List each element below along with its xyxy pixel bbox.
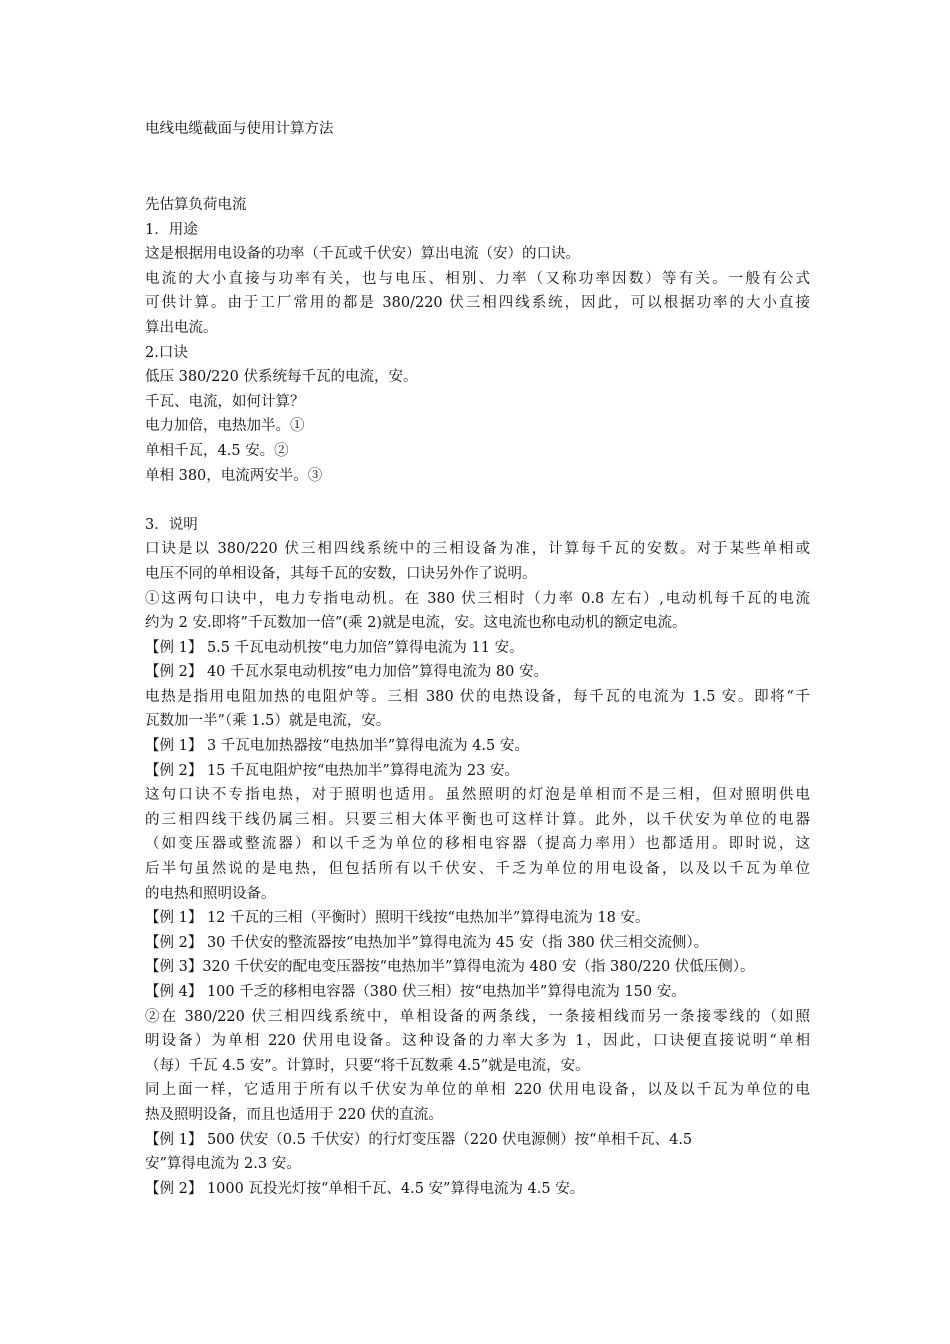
- paragraph-line: 热及照明设备，而且也适用于 220 伏的直流。: [145, 1106, 443, 1123]
- paragraph-line: 瓦数加一半”（乘 1.5）就是电流，安。: [145, 713, 391, 730]
- paragraph-line: （如变压器或整流器）和以千乏为单位的移相电容器（提高力率用）也都适用。即时说，这: [145, 836, 810, 853]
- example-line: 【例 4】 100 千乏的移相电容器（380 伏三相）按“电热加半”算得电流为 150 安。: [145, 984, 686, 1000]
- document-page: [145, 0, 810, 1344]
- example-line: 【例 1】 500 伏安（0.5 千伏安）的行灯变压器（220 伏电源侧）按“单相千瓦、4.5: [145, 1131, 693, 1148]
- example-line: 【例 1】 3 千瓦电加热器按“电热加半”算得电流为 4.5 安。: [145, 738, 529, 755]
- paragraph-line: （每）千瓦 4.5 安”。计算时，只要“将千瓦数乘 4.5”就是电流，安。: [145, 1057, 590, 1074]
- paragraph-line: 可供计算。由于工厂常用的都是 380/220 伏三相四线系统，因此，可以根据功率的大小直接: [145, 295, 810, 312]
- paragraph-line: 的电热和照明设备。: [145, 885, 276, 902]
- example-line: 【例 1】 5.5 千瓦电动机按“电力加倍”算得电流为 11 安。: [145, 639, 524, 656]
- subsection-heading: 2.口诀: [145, 344, 188, 361]
- subsection-heading: 3．说明: [145, 516, 198, 533]
- paragraph-line: 后半句虽然说的是电热，但包括所有以千伏安、千乏为单位的用电设备，以及以千瓦为单位: [145, 861, 810, 878]
- paragraph-line: 电流的大小直接与功率有关，也与电压、相别、力率（又称功率因数）等有关。一般有公式: [145, 270, 810, 287]
- formula-line: 低压 380/220 伏系统每千瓦的电流，安。: [145, 369, 418, 386]
- example-line: 【例 1】 12 千瓦的三相（平衡时）照明干线按“电热加半”算得电流为 18 安。: [145, 910, 650, 927]
- paragraph-line: 这句口诀不专指电热，对于照明也适用。虽然照明的灯泡是单相而不是三相，但对照明供电: [145, 787, 810, 804]
- section-heading: 先估算负荷电流: [145, 197, 247, 213]
- example-line: 安”算得电流为 2.3 安。: [145, 1156, 301, 1173]
- paragraph-line: 算出电流。: [145, 319, 218, 336]
- paragraph-line: 约为 2 安.即将”千瓦数加一倍”(乘 2)就是电流，安。这电流也称电动机的额定电流。: [145, 615, 687, 632]
- example-line: 【例 2】 30 千伏安的整流器按“电热加半”算得电流为 45 安（指 380 伏三相交流侧）。: [145, 934, 709, 951]
- paragraph-line: 电热是指用电阻加热的电阻炉等。三相 380 伏的电热设备，每千瓦的电流为 1.5 安。即将“千: [145, 688, 810, 705]
- formula-line: 千瓦、电流，如何计算？: [145, 393, 305, 410]
- paragraph-line: ②在 380/220 伏三相四线系统中，单相设备的两条线，一条接相线而另一条接零线的（如照: [145, 1008, 810, 1025]
- example-line: 【例 2】 40 千瓦水泵电动机按“电力加倍”算得电流为 80 安。: [145, 664, 548, 681]
- paragraph-line: 同上面一样，它适用于所有以千伏安为单位的单相 220 伏用电设备，以及以千瓦为单位的电: [145, 1082, 810, 1099]
- paragraph-line: 这是根据用电设备的功率（千瓦或千伏安）算出电流（安）的口诀。: [145, 246, 580, 263]
- paragraph-line: 的三相四线干线仍属三相。只要三相大体平衡也可这样计算。此外，以千伏安为单位的电器: [145, 811, 810, 828]
- example-line: 【例 2】 1000 瓦投光灯按“单相千瓦、4.5 安”算得电流为 4.5 安。: [145, 1180, 585, 1197]
- blank-line: [145, 488, 810, 513]
- paragraph-line: 明设备）为单相 220 伏用电设备。这种设备的力率大多为 1，因此，口诀便直接说明“单相: [145, 1033, 810, 1050]
- example-line: 【例 2】 15 千瓦电阻炉按“电热加半”算得电流为 23 安。: [145, 762, 519, 779]
- formula-line: 电力加倍，电热加半。①: [145, 418, 305, 435]
- paragraph-line: ①这两句口诀中，电力专指电动机。在 380 伏三相时（力率 0.8 左右）,电动机每千瓦的电流: [145, 590, 810, 607]
- formula-line: 单相千瓦，4.5 安。②: [145, 442, 289, 459]
- formula-line: 单相 380，电流两安半。③: [145, 467, 323, 484]
- subsection-heading: 1．用途: [145, 221, 198, 238]
- document-body: [145, 193, 810, 1201]
- document-title: 电线电缆截面与使用计算方法: [145, 121, 334, 137]
- paragraph-line: 电压不同的单相设备，其每千瓦的安数，口诀另外作了说明。: [145, 565, 537, 582]
- example-line: 【例 3】320 千伏安的配电变压器按“电热加半”算得电流为 480 安（指 380/220 伏低压侧）。: [145, 959, 755, 976]
- paragraph-line: 口诀是以 380/220 伏三相四线系统中的三相设备为准，计算每千瓦的安数。对于某些单相或: [145, 541, 810, 558]
